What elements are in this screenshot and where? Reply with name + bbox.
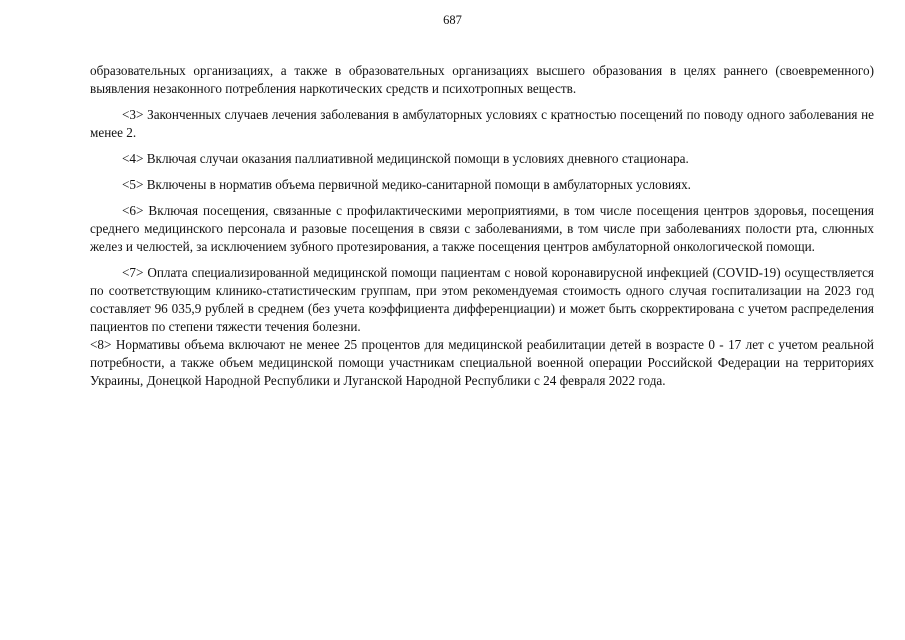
footnote-4: <4> Включая случаи оказания паллиативной медицинской помощи в условиях дневного стационара. — [122, 151, 689, 166]
footnote-7: <7> Оплата специализированной медицинской помощи пациентам с новой коронавирусной инфекцией (COVID-19) осуществляется по соответствующим клинико-статистическим группам, при этом рекомендуемая стоимость одного случая госпитализации на 2023 год составляет 96 035,9 рублей в среднем (без учета коэффициента дифференциации) и может быть скорректирована с учетом распределения пациентов по степени тяжести течения болезни. — [90, 265, 874, 334]
footnote-6: <6> Включая посещения, связанные с профилактическими мероприятиями, в том числе посещения центров здоровья, посещения среднего медицинского персонала и разовые посещения в связи с заболеваниями, в том числе при заболеваниях полости рта, слюнных желез и челюстей, за исключением зубного протезирования, а также посещения центров амбулаторной онкологической помощи. — [90, 203, 874, 254]
footnote-8: <8> Нормативы объема включают не менее 25 процентов для медицинской реабилитации детей в возрасте 0 - 17 лет с учетом реальной потребности, а также объем медицинской помощи участникам специальной военной операции Российской Федерации на территориях Украины, Донецкой Народной Республики и Луганской Народной Республики с 24 февраля 2022 года. — [90, 337, 874, 388]
footnote-5: <5> Включены в норматив объема первичной медико-санитарной помощи в амбулаторных условиях. — [122, 177, 691, 192]
document-body — [90, 62, 874, 390]
page-number: 687 — [443, 13, 462, 27]
paragraph-continuation: образовательных организациях, а также в образовательных организациях высшего образования в целях раннего (своевременного) выявления незаконного потребления наркотических средств и психотропных веществ. — [90, 63, 874, 96]
footnote-3: <3> Законченных случаев лечения заболевания в амбулаторных условиях с кратностью посещений по поводу одного заболевания не менее 2. — [90, 107, 874, 140]
